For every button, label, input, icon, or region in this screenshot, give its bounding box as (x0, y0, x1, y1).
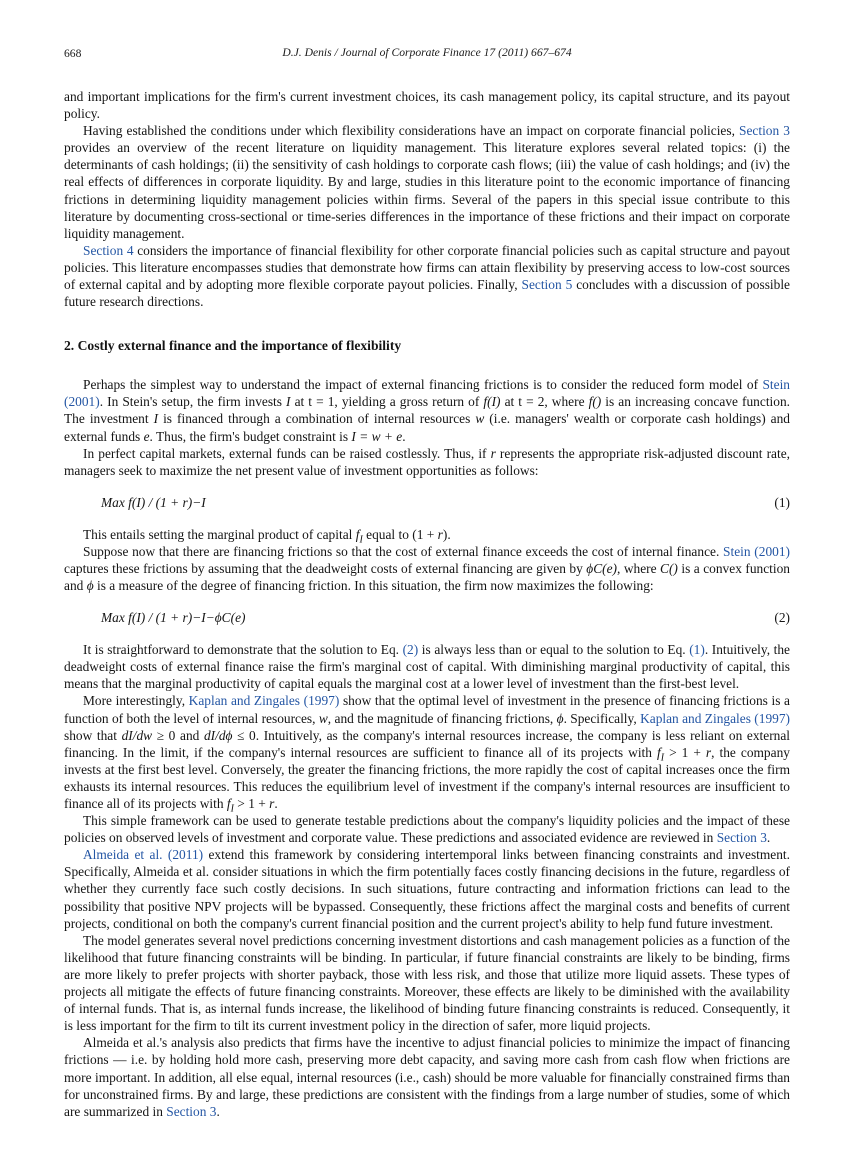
reference-link[interactable]: Section 5 (521, 277, 573, 293)
math-text: r (269, 796, 275, 811)
body-text: , the company invests at the first best level. Conversely, the greater the financing frictions, the more rapidly the cost of capital increases once the firm exhausts its internal resources. This reduces the equilibrium level of investment if the company's internal resources are insufficient to finance all of its projects with (64, 744, 790, 811)
body-text: show that the optimal level of investment in the presence of financing frictions is a function of both the level of internal resources, (64, 693, 791, 726)
body-text: ≤ 0. Intuitively, as the company's internal resources increase, the company is less reliant on external financing. In the limit, if the company's internal resources are sufficient to finance all of its projects with (64, 727, 791, 760)
math-text: r (490, 445, 496, 461)
math-text: ϕ (556, 710, 564, 726)
reference-link[interactable]: Stein (2001) (64, 377, 790, 410)
reference-link[interactable]: Section 3 (716, 830, 767, 846)
math-text: f(I) (483, 394, 501, 410)
equation-body (101, 609, 245, 626)
math-text: f() (588, 394, 602, 410)
body-text: Suppose now that there are financing frictions so that the cost of external finance exceeds the cost of internal finance. (83, 543, 724, 559)
body-text: It is straightforward to demonstrate that the solution to Eq. (83, 642, 403, 658)
math-text: r (437, 526, 443, 542)
body-text: is always less than or equal to the solution to Eq. (418, 642, 690, 658)
body-text: . Intuitively, the deadweight costs of external finance raise the firm's marginal cost of capital. With diminishing marginal productivity of capital, this means that the marginal productivity of capital equals the marginal cost at a lower level of investment than the first-best level. (64, 642, 790, 692)
math-text: f (355, 526, 360, 542)
reference-link[interactable]: Stein (2001) (723, 543, 790, 559)
body-text: and important implications for the firm's current investment choices, its cash management policy, its capital structure, and its payout policy. (64, 89, 790, 122)
body-text: . In Stein's setup, the firm invests (99, 394, 287, 410)
math-text: r (705, 744, 712, 760)
math-subscript: I (230, 803, 234, 815)
body-text: . Specifically, (563, 710, 641, 726)
body-text: . (402, 428, 406, 444)
reference-link[interactable]: Section 3 (166, 1103, 217, 1119)
body-text: This simple framework can be used to generate testable predictions about the company's liquidity policies and the impact of these policies on observed levels of investment and corporate value. These predictions and associated evidence are reviewed in (64, 813, 790, 846)
body-text: show that (64, 727, 122, 743)
equation (64, 609, 790, 626)
math-text: Max f(I) / (1 + r)−I−ϕC(e) (101, 610, 246, 626)
body-text: captures these frictions by assuming that the deadweight costs of external financing are given by (64, 560, 587, 576)
page-header (64, 46, 790, 62)
math-subscript: I (359, 534, 363, 546)
body-text: extend this framework by considering intertemporal links between financing constraints and investment. Specifically, Almeida et al. consider situations in which the firm potentially faces costly financing decisions in the future, regardless of whether they currently face such costly decisions. In such situations, future contracting and information frictions can lead to the possibility that positive NPV projects will be bypassed. Consequently, these frictions affect the marginal costs and benefits of current projects, conditional on both the company's current financial position and the current project's ability to help fund future investment. (64, 847, 791, 931)
body-text: ). (442, 526, 451, 542)
body-text: . (766, 830, 771, 846)
equation-number: (2) (774, 610, 790, 626)
body-text: considers the importance of financial flexibility for other corporate financial policies such as capital structure and payout policies. This literature encompasses studies that demonstrate how firms can attain flexibility by preserving access to low-cost sources of external capital and by adopting more flexible corporate payout policies. Finally, (64, 242, 790, 293)
math-text: e (143, 428, 150, 444)
paragraph (64, 242, 790, 310)
math-subscript: I (660, 752, 665, 764)
equation-number: (1) (774, 494, 790, 510)
section-heading: 2. Costly external finance and the importance of flexibility (64, 338, 402, 354)
body-text: > 1 + (233, 796, 270, 811)
body-text: , and the magnitude of financing frictions, (327, 710, 557, 726)
body-text: is a measure of the degree of financing friction. In this situation, the firm now maximizes the following: (93, 578, 654, 594)
body-text: , where (617, 560, 661, 576)
paragraph (64, 526, 790, 546)
body-text: . (216, 1103, 220, 1119)
paragraph (64, 122, 790, 242)
math-text: w (318, 710, 328, 726)
body-text: (i.e. managers' wealth or corporate cash holdings) and external funds (64, 411, 791, 444)
math-text: Max f(I) / (1 + r)−I (101, 494, 206, 510)
body-text: is an increasing concave function. The investment (64, 394, 790, 427)
math-text: I (153, 411, 159, 427)
reference-link[interactable]: Section 4 (83, 242, 134, 258)
body-text: The model generates several novel predictions concerning investment distortions and cash management policies as a function of the likelihood that future financing constraints will be binding. In particular, if future financial constraints are likely to be binding, firms are more likely to prefer projects with shorter payback, those with less risk, and those that utilize more liquid assets. These types of projects all mitigate the effects of future financing constraints. Moreover, these effects are likely to be diminished with the availability of internal funds. That is, as internal funds increase, the likelihood of binding future financing constraints is reduced. Consequently, it is less important for the firm to tilt its current investment policy in the direction of safer, more liquid projects. (64, 932, 790, 1034)
paragraph (64, 641, 790, 692)
body-text: More interestingly, (83, 693, 189, 709)
body-text: This entails setting the marginal product of capital (83, 526, 356, 542)
body-text: provides an overview of the recent literature on liquidity management. This literature explores several related topics: (i) the determinants of cash holdings; (ii) the sensitivity of cash holdings to corporate cash flows; (iii) the value of cash holdings; and (iv) the real effects of differences in corporate liquidity. By and large, studies in this literature point to the economic importance of financing frictions in determining liquidity management policies within firms. Several of the papers in this special issue contribute to this literature by documenting cross-sectional or time-series differences in the importance of these frictions and their impact on corporate liquidity management. (64, 140, 790, 241)
body-text: is a convex function and (64, 560, 790, 594)
paragraph (64, 692, 791, 815)
body-text: at t = 1, yielding a gross return of (290, 394, 484, 410)
body-text: In perfect capital markets, external funds can be raised costlessly. Thus, if (83, 445, 491, 461)
math-text: I (286, 394, 291, 410)
math-text: C() (660, 560, 678, 576)
paragraph (64, 376, 790, 444)
paragraph (64, 932, 790, 1035)
paragraph (64, 812, 790, 846)
equation (64, 494, 790, 511)
running-head: D.J. Denis / Journal of Corporate Finance 17 (2011) 667–674 (282, 46, 572, 59)
reference-link[interactable]: Kaplan and Zingales (1997) (640, 710, 790, 726)
math-text: f (226, 796, 231, 811)
math-text: ϕC(e) (586, 560, 617, 576)
reference-link[interactable]: (1) (689, 642, 705, 658)
math-text: dI/dw (121, 727, 153, 743)
equation-body (101, 494, 206, 511)
math-text: w (475, 411, 485, 427)
body-text: represents the appropriate risk-adjusted discount rate, managers seek to maximize the net present value of investment opportunities as follows: (64, 445, 790, 478)
reference-link[interactable]: Section 3 (739, 123, 790, 139)
body-text: Perhaps the simplest way to understand the impact of external financing frictions is to consider the reduced form model of (83, 377, 763, 393)
article-body (64, 88, 790, 1120)
paragraph (64, 543, 790, 594)
body-text: is financed through a combination of internal resources (158, 411, 476, 427)
body-text: Having established the conditions under which flexibility considerations have an impact on corporate financial policies, (83, 123, 740, 139)
body-text: > 1 + (664, 744, 706, 760)
reference-link[interactable]: Almeida et al. (2011) (83, 847, 204, 863)
paragraph (64, 1034, 790, 1119)
math-text: ϕ (86, 578, 94, 594)
body-text: equal to (1 + (362, 526, 438, 542)
math-text: f (656, 744, 661, 760)
math-text: dI/dϕ (203, 727, 233, 743)
body-text: at t = 2, where (500, 394, 589, 410)
paragraph (64, 88, 790, 122)
body-text: Almeida et al.'s analysis also predicts that firms have the incentive to adjust financial policies to minimize the impact of financing frictions — i.e. by holding hold more cash, preserving more debt capacity, and saving more cash from cash flow when frictions are more important. In addition, all else equal, internal resources (i.e., cash) should be more valuable for financially constrained firms than for unconstrained firms. By and large, these predictions are consistent with the findings from a large number of studies, some of which are summarized in (64, 1035, 790, 1119)
body-text: ≥ 0 and (152, 727, 204, 743)
body-text: . Thus, the firm's budget constraint is (149, 428, 352, 444)
body-text: . (274, 796, 278, 811)
page-number: 668 (64, 47, 82, 60)
paragraph (64, 846, 790, 931)
paragraph (64, 445, 790, 479)
body-text: concludes with a discussion of possible future research directions. (64, 277, 790, 310)
reference-link[interactable]: (2) (402, 642, 419, 658)
reference-link[interactable]: Kaplan and Zingales (1997) (188, 693, 340, 709)
math-text: I = w + e (351, 428, 403, 444)
